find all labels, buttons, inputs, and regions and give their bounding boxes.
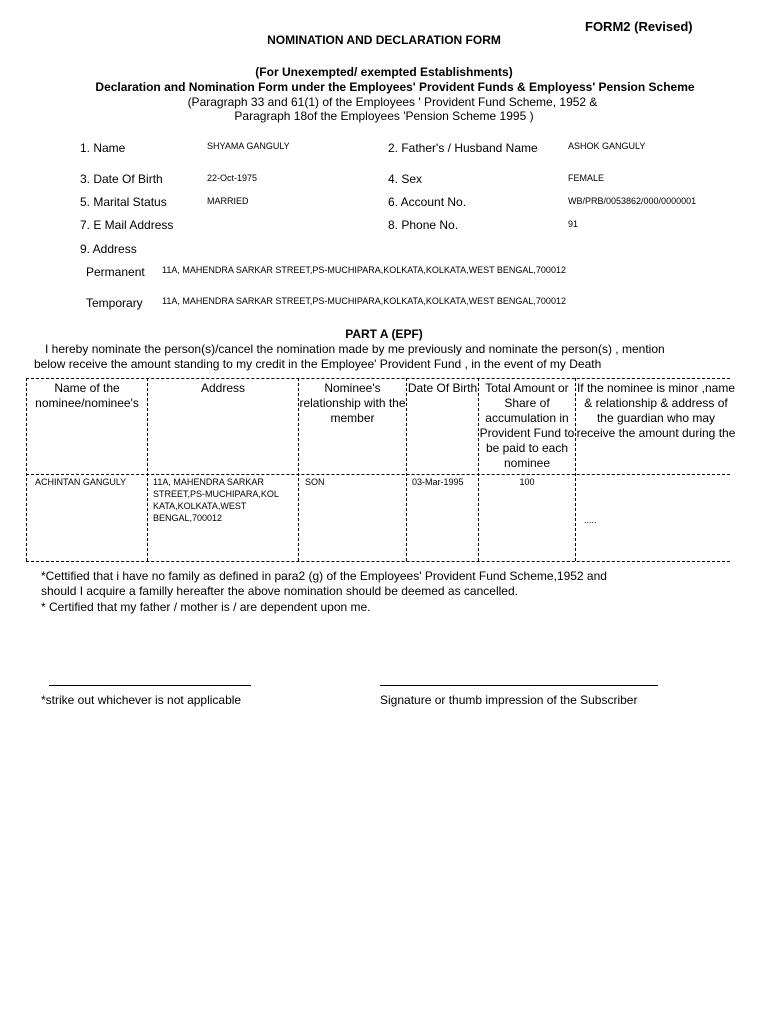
address-label: 9. Address	[80, 242, 137, 256]
dependent-certification: * Certified that my father / mother is / are dependent upon me.	[41, 600, 371, 614]
dob-value: 22-Oct-1975	[207, 173, 258, 183]
row-address: 11A, MAHENDRA SARKAR STREET,PS-MUCHIPARA,KOL KATA,KOLKATA,WEST BENGAL,700012	[153, 477, 279, 523]
permanent-value: 11A, MAHENDRA SARKAR STREET,PS-MUCHIPARA,KOLKATA,KOLKATA,WEST BENGAL,700012	[162, 265, 566, 275]
account-label: 6. Account No.	[388, 195, 467, 209]
sex-label: 4. Sex	[388, 172, 423, 186]
certification-line1: *Cettified that i have no family as defined in para2 (g) of the Employees' Provident Fund Scheme,1952 and	[41, 569, 607, 583]
row-relationship: SON	[305, 477, 325, 487]
account-value: WB/PRB/0053862/000/0000001	[568, 196, 697, 206]
father-label: 2. Father's / Husband Name	[388, 141, 538, 155]
table-top-border	[26, 378, 730, 379]
marital-value: MARRIED	[207, 196, 249, 206]
strike-out-note: *strike out whichever is not applicable	[41, 693, 242, 707]
form-declaration-heading: Declaration and Nomination Form under the Employees' Provident Funds & Employess' Pension Scheme	[95, 80, 695, 94]
temporary-label: Temporary	[86, 296, 143, 310]
header-guardian: If the nominee is minor ,name & relationship & address of the guardian who may receive the amount during the	[576, 381, 736, 440]
nomination-text-line2: below receive the amount standing to my credit in the Employee' Provident Fund , in the event of my Death	[34, 357, 602, 371]
form-title: NOMINATION AND DECLARATION FORM	[267, 33, 501, 47]
row-nominee-name: ACHINTAN GANGULY	[35, 477, 127, 487]
header-address: Address	[200, 381, 246, 395]
form-subtitle: (For Unexempted/ exempted Establishments)	[255, 65, 513, 79]
name-label: 1. Name	[80, 141, 126, 155]
paragraph-reference-1: (Paragraph 33 and 61(1) of the Employees ' Provident Fund Scheme, 1952 &	[187, 95, 598, 109]
signature-label: Signature or thumb impression of the Subscriber	[380, 693, 638, 707]
left-signature-line	[49, 685, 251, 686]
permanent-label: Permanent	[86, 265, 145, 279]
row-dob: 03-Mar-1995	[412, 477, 464, 487]
subscriber-signature-line	[380, 685, 658, 686]
header-relationship: Nominee's relationship with the member	[299, 381, 406, 425]
row-guardian: .....	[584, 515, 597, 525]
phone-label: 8. Phone No.	[388, 218, 459, 232]
temporary-value: 11A, MAHENDRA SARKAR STREET,PS-MUCHIPARA,KOLKATA,KOLKATA,WEST BENGAL,700012	[162, 296, 566, 306]
sex-value: FEMALE	[568, 173, 605, 183]
email-label: 7. E Mail Address	[80, 218, 174, 232]
nomination-text-line1: I hereby nominate the person(s)/cancel the nomination made by me previously and nominate the person(s) , mention	[45, 342, 665, 356]
form-id: FORM2 (Revised)	[585, 19, 693, 34]
row-share: 100	[519, 477, 535, 487]
dob-label: 3. Date Of Birth	[80, 172, 163, 186]
paragraph-reference-2: Paragraph 18of the Employees 'Pension Scheme 1995 )	[234, 109, 534, 123]
header-dob: Date Of Birth	[407, 381, 478, 395]
marital-label: 5. Marital Status	[80, 195, 167, 209]
col-sep-1	[147, 378, 148, 561]
header-nominee-name: Name of the nominee/nominee's	[35, 381, 139, 410]
phone-value: 91	[568, 219, 579, 229]
father-value: ASHOK GANGULY	[568, 141, 646, 151]
table-header-divider	[26, 474, 730, 475]
header-share: Total Amount or Share of accumulation in Provident Fund to be paid to each nominee	[479, 381, 575, 470]
part-a-heading: PART A (EPF)	[345, 327, 423, 341]
col-sep-3	[406, 378, 407, 561]
table-bottom-border	[26, 561, 730, 562]
certification-line2: should I acquire a familly hereafter the above nomination should be deemed as cancelled.	[41, 584, 518, 598]
name-value: SHYAMA GANGULY	[207, 141, 290, 151]
